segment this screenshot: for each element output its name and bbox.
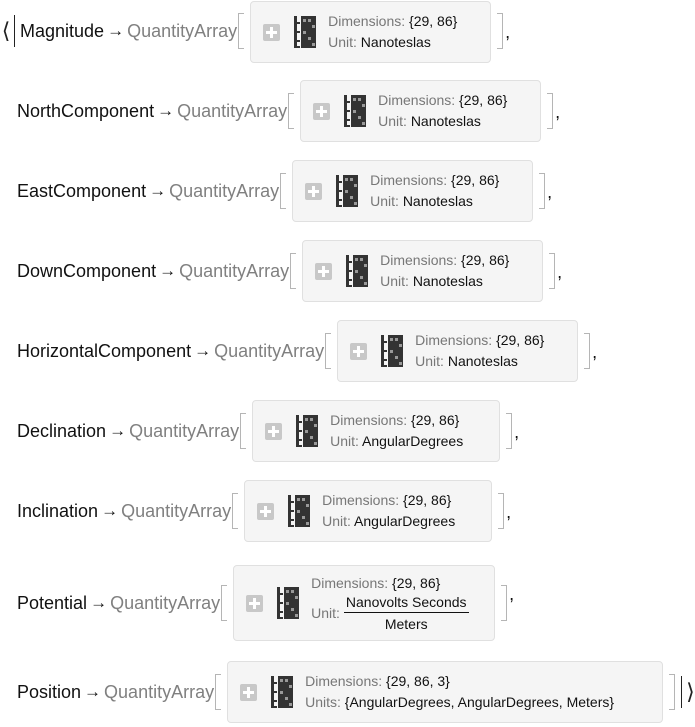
bracket-close <box>498 493 504 529</box>
rule-arrow: → <box>101 501 119 520</box>
unit-value: Nanoteslas <box>402 193 473 209</box>
dimensions-value: {29, 86} <box>411 412 460 428</box>
comma: , <box>592 342 598 362</box>
summary-box[interactable] <box>252 400 500 462</box>
summary-info <box>370 170 499 212</box>
bracket-open <box>280 173 286 209</box>
array-icon <box>344 95 366 127</box>
dimensions-label: Dimensions: <box>415 332 493 348</box>
comma: , <box>514 422 520 442</box>
bracket-close <box>584 333 590 369</box>
summary-info <box>311 573 468 633</box>
dimensions-value: {29, 86} <box>461 252 510 268</box>
assoc-entry-eastcomponent <box>17 171 552 211</box>
association-close-bracket: ⟩ <box>686 679 695 704</box>
unit-label: Unit: <box>311 605 340 621</box>
entry-head: QuantityArray <box>121 500 232 521</box>
assoc-entry-northcomponent <box>17 91 560 131</box>
dimensions-value: {29, 86} <box>392 575 441 591</box>
unit-value: Nanoteslas <box>360 34 431 50</box>
bracket-close <box>506 413 512 449</box>
entry-key: NorthComponent <box>17 100 155 121</box>
summary-info <box>330 410 463 452</box>
unit-label: Unit: <box>328 34 357 50</box>
dimensions-value: {29, 86} <box>403 492 452 508</box>
bracket-close <box>549 253 555 289</box>
comma: , <box>555 102 561 122</box>
unit-label: Unit: <box>322 513 351 529</box>
comma: , <box>506 502 512 522</box>
rule-arrow: → <box>109 421 127 440</box>
unit-numerator: Nanovolts Seconds <box>344 594 469 613</box>
dimensions-label: Dimensions: <box>330 412 408 428</box>
dimensions-value: {29, 86} <box>451 172 500 188</box>
entry-key: Position <box>17 681 82 702</box>
entry-key: EastComponent <box>17 180 147 201</box>
entry-head: QuantityArray <box>127 20 238 41</box>
bracket-open <box>238 13 244 49</box>
summary-box[interactable] <box>227 661 663 723</box>
plus-icon[interactable] <box>240 684 257 701</box>
plus-icon[interactable] <box>305 183 322 200</box>
dimensions-label: Dimensions: <box>311 575 389 591</box>
array-icon <box>336 175 358 207</box>
dimensions-label: Dimensions: <box>378 92 456 108</box>
rule-arrow: → <box>159 261 177 280</box>
plus-icon[interactable] <box>315 263 332 280</box>
summary-box[interactable] <box>244 480 492 542</box>
assoc-entry-declination <box>17 411 519 451</box>
plus-icon[interactable] <box>257 503 274 520</box>
bracket-open <box>290 253 296 289</box>
plus-icon[interactable] <box>313 103 330 120</box>
bracket-close <box>497 13 503 49</box>
unit-value: AngularDegrees <box>354 513 456 529</box>
rule-arrow: → <box>194 341 212 360</box>
dimensions-value: {29, 86} <box>496 332 545 348</box>
entry-head: QuantityArray <box>110 592 221 613</box>
rule-arrow: → <box>90 593 108 612</box>
summary-info <box>328 11 457 53</box>
comma: , <box>505 22 511 42</box>
array-icon <box>296 415 318 447</box>
bracket-open <box>325 333 331 369</box>
unit-label: Unit: <box>380 273 409 289</box>
entry-head: QuantityArray <box>214 340 325 361</box>
entry-head: QuantityArray <box>129 420 240 441</box>
comma: , <box>509 584 515 604</box>
array-icon <box>288 495 310 527</box>
plus-icon[interactable] <box>265 423 282 440</box>
unit-label: Unit: <box>415 353 444 369</box>
plus-icon[interactable] <box>246 595 263 612</box>
bracket-close <box>539 173 545 209</box>
entry-key: Potential <box>17 592 88 613</box>
bracket-close <box>547 93 553 129</box>
unit-fraction <box>344 594 469 633</box>
assoc-entry-magnitude <box>0 11 510 51</box>
comma: , <box>547 182 553 202</box>
bracket-open <box>221 585 227 621</box>
assoc-entry-position <box>17 661 695 723</box>
summary-box[interactable] <box>292 160 533 222</box>
comma: , <box>557 262 563 282</box>
entry-key: HorizontalComponent <box>17 340 192 361</box>
summary-box[interactable] <box>337 320 578 382</box>
summary-box[interactable] <box>250 1 491 63</box>
summary-info <box>305 671 614 713</box>
rule-arrow: → <box>149 181 167 200</box>
array-icon <box>294 16 316 48</box>
bracket-close <box>669 674 675 710</box>
entry-head: QuantityArray <box>177 100 288 121</box>
bracket-close <box>501 585 507 621</box>
dimensions-label: Dimensions: <box>328 13 406 29</box>
entry-key: Declination <box>17 420 107 441</box>
unit-label: Unit: <box>370 193 399 209</box>
rule-arrow: → <box>107 21 125 40</box>
assoc-entry-potential <box>17 565 514 641</box>
unit-value: Nanoteslas <box>412 273 483 289</box>
entry-head: QuantityArray <box>104 681 215 702</box>
entry-head: QuantityArray <box>169 180 280 201</box>
unit-value: AngularDegrees <box>362 433 464 449</box>
summary-box[interactable] <box>300 80 541 142</box>
dimensions-label: Dimensions: <box>322 492 400 508</box>
plus-icon[interactable] <box>263 24 280 41</box>
unit-label: Unit: <box>378 113 407 129</box>
text-cursor <box>681 676 682 708</box>
array-icon <box>381 335 403 367</box>
summary-box[interactable] <box>233 565 495 641</box>
bracket-open <box>288 93 294 129</box>
bracket-open <box>215 674 221 710</box>
association-open-bracket: ⟨ <box>1 18 11 43</box>
summary-box[interactable] <box>302 240 543 302</box>
unit-denominator: Meters <box>384 616 428 632</box>
dimensions-label: Dimensions: <box>380 252 458 268</box>
array-icon <box>277 587 299 619</box>
units-label: Units: <box>305 694 341 710</box>
rule-arrow: → <box>84 682 102 701</box>
assoc-entry-inclination <box>17 491 511 531</box>
entry-key: DownComponent <box>17 260 157 281</box>
array-icon <box>346 255 368 287</box>
text-cursor <box>14 15 15 47</box>
dimensions-value: {29, 86} <box>459 92 508 108</box>
assoc-entry-downcomponent <box>17 251 562 291</box>
unit-value: Nanoteslas <box>410 113 481 129</box>
summary-info <box>380 250 509 292</box>
bracket-open <box>232 493 238 529</box>
dimensions-value: {29, 86} <box>409 13 458 29</box>
summary-info <box>378 90 507 132</box>
assoc-entry-horizontalcomponent <box>17 331 597 371</box>
entry-head: QuantityArray <box>179 260 290 281</box>
unit-label: Unit: <box>330 433 359 449</box>
entry-key: Magnitude <box>20 20 105 41</box>
dimensions-label: Dimensions: <box>305 673 383 689</box>
dimensions-value: {29, 86, 3} <box>386 673 450 689</box>
rule-arrow: → <box>157 101 175 120</box>
summary-info <box>322 490 455 532</box>
array-icon <box>271 676 293 708</box>
summary-info <box>415 330 544 372</box>
bracket-open <box>240 413 246 449</box>
entry-key: Inclination <box>17 500 99 521</box>
plus-icon[interactable] <box>350 343 367 360</box>
unit-value: Nanoteslas <box>447 353 518 369</box>
dimensions-label: Dimensions: <box>370 172 448 188</box>
units-value: {AngularDegrees, AngularDegrees, Meters} <box>344 694 615 710</box>
